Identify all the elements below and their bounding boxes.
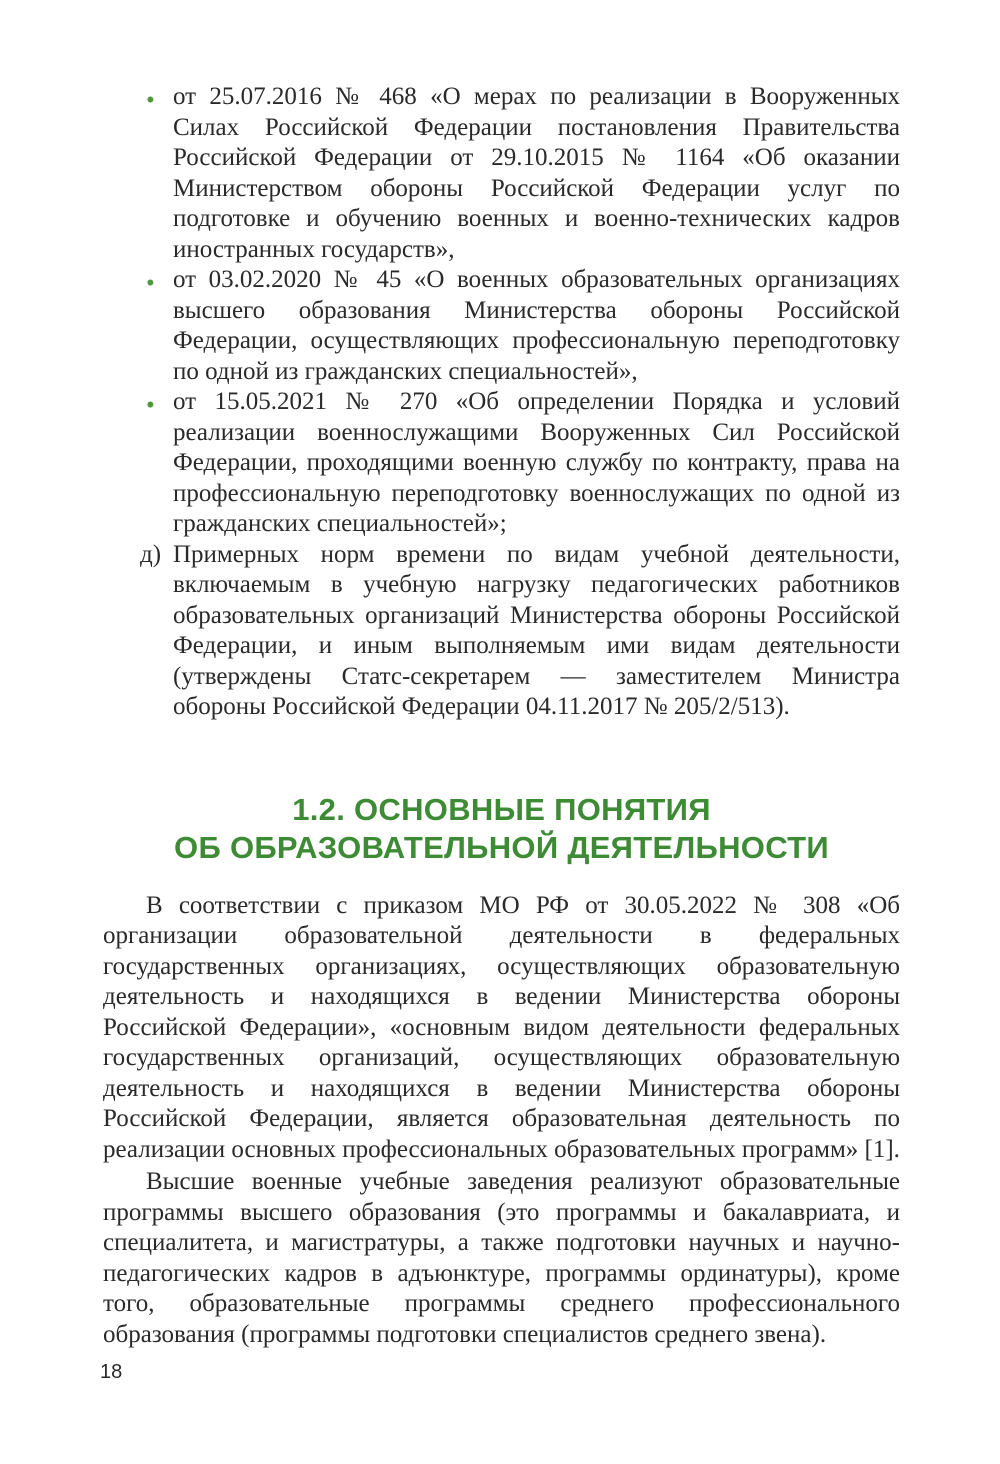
bullet-icon: • <box>146 87 155 114</box>
bullet-icon: • <box>146 392 155 419</box>
page-content <box>103 82 900 1352</box>
list-item-text: от 03.02.2020 № 45 «О военных образовательных организациях высшего образования Министерства обороны Российской Федерации, осуществляющих профессиональную переподготовку по одной из гражданских специальностей», <box>173 266 900 385</box>
list-item-text: от 25.07.2016 № 468 «О мерах по реализации в Вооруженных Силах Российской Федерации постановления Правительства Российской Федерации от 29.10.2015 № 1164 «Об оказании Министерством обороны Российской Федерации услуг по подготовке и обучению военных и военно-технических кадров иностранных государств», <box>173 83 900 263</box>
list-marker: д) <box>140 540 162 568</box>
page-number: 18 <box>100 1361 123 1383</box>
bullet-list <box>103 82 900 540</box>
bullet-icon: • <box>146 270 155 297</box>
paragraph: В соответствии с приказом МО РФ от 30.05.2022 № 308 «Об организации образовательной деятельности в федеральных государственных организациях, осуществляющих образовательную деятельность и находящихся в ведении Министерства обороны Российской Федерации», «основным видом деятельности федеральных государственных организаций, осуществляющих образовательную деятельность и находящихся в ведении Министерства обороны Российской Федерации, является образовательная деятельность по реализации основных профессиональных образовательных программ» [1]. <box>103 891 900 1163</box>
list-item <box>103 82 900 265</box>
list-item-d <box>103 540 900 723</box>
section-heading <box>103 791 900 867</box>
list-item <box>103 265 900 387</box>
section-title-line2: ОБ ОБРАЗОВАТЕЛЬНОЙ ДЕЯТЕЛЬНОСТИ <box>174 829 829 865</box>
list-item-text: Примерных норм времени по видам учебной деятельности, включаемым в учебную нагрузку педагогических работников образовательных организаций Министерства обороны Российской Федерации, и иным выполняемым ими видам деятельности (утверждены Статс-секретарем — заместителем Министра обороны Российской Федерации 04.11.2017 № 205/2/513). <box>173 540 900 720</box>
list-item-text: от 15.05.2021 № 270 «Об определении Порядка и условий реализации военнослужащими Вооруженных Сил Российской Федерации, проходящими военную службу по контракту, права на профессиональную переподготовку военнослужащих по одной из гражданских специальностей»; <box>173 388 900 537</box>
paragraph: Высшие военные учебные заведения реализуют образовательные программы высшего образования (это программы и бакалавриата, и специалитета, и магистратуры, а также подготовки научных и научно-педагогических кадров в адъюнктуре, программы ординатуры), кроме того, образовательные программы среднего профессионального образования (программы подготовки специалистов среднего звена). <box>103 1168 900 1348</box>
section-title-line1: 1.2. ОСНОВНЫЕ ПОНЯТИЯ <box>292 791 711 827</box>
list-item <box>103 387 900 540</box>
